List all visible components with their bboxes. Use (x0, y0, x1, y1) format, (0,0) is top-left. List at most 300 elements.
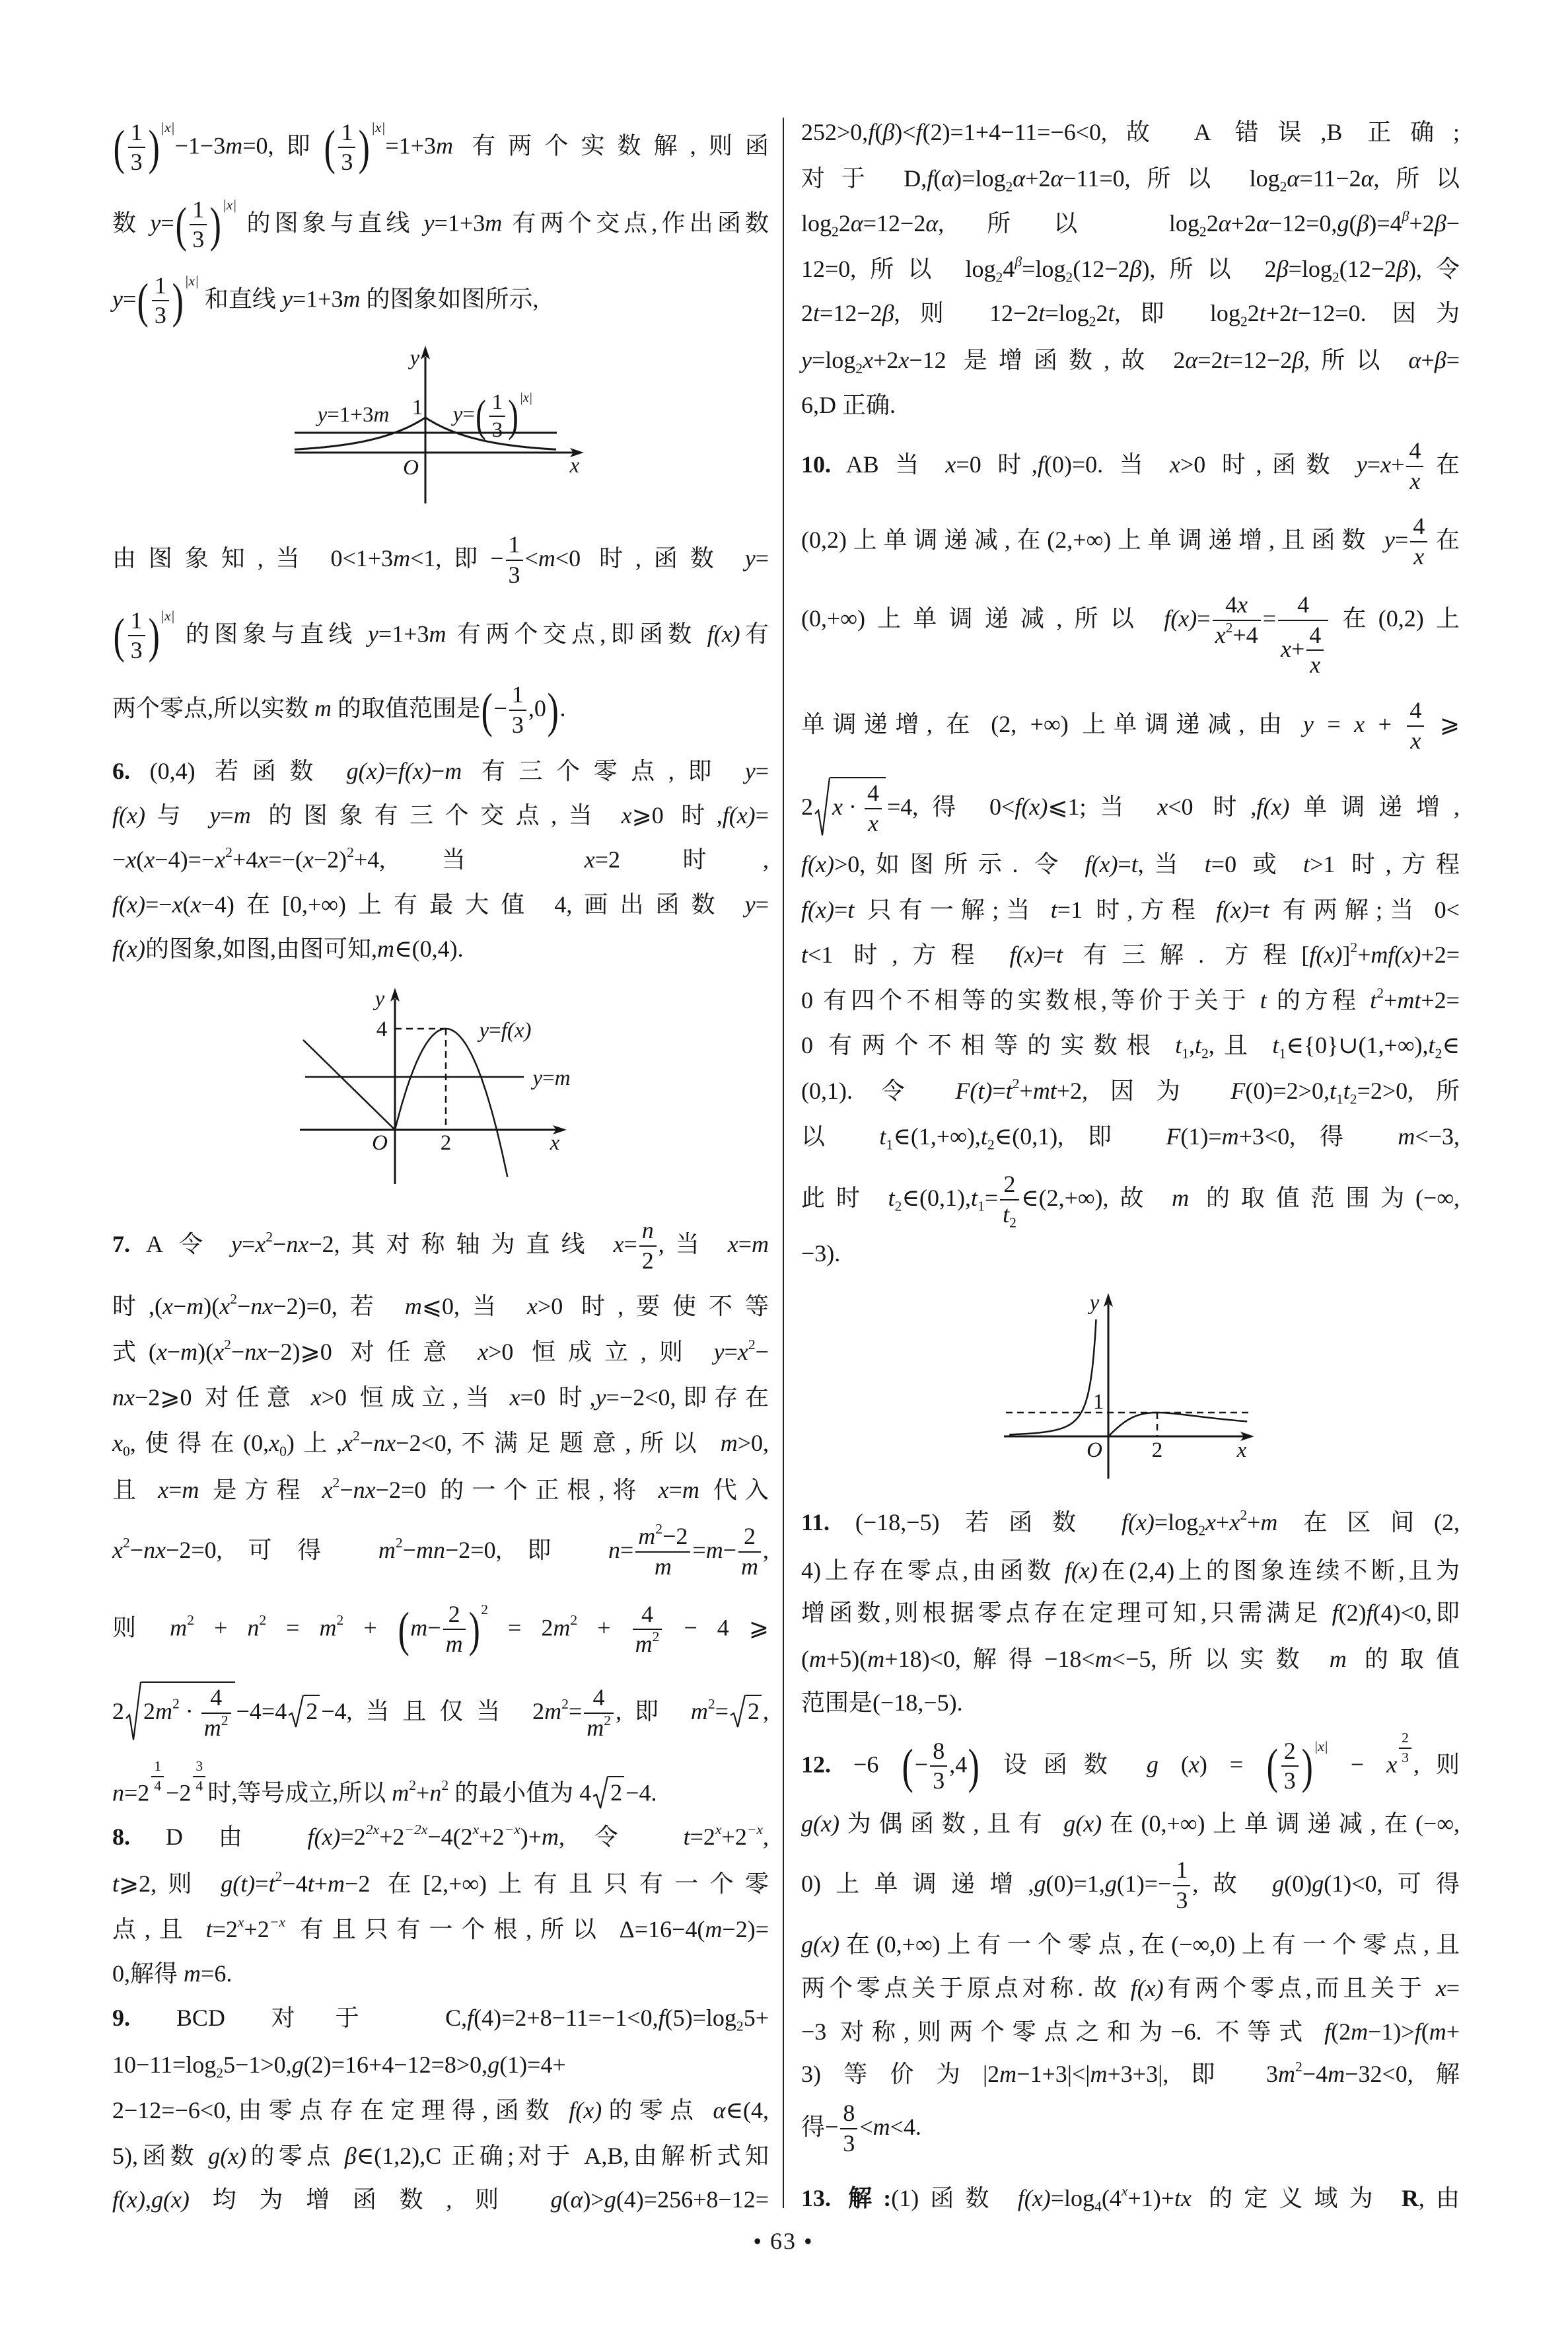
text-run: −4(2 (427, 1824, 473, 1850)
text-run: 的图象如图所示, (360, 285, 539, 313)
text-run: 点,且 (112, 1916, 206, 1942)
math-variable: t (307, 1870, 314, 1897)
math-variable: x (1157, 793, 1168, 820)
fraction-denominator (1406, 467, 1423, 495)
text-run: = (755, 891, 769, 918)
text-run: ( (1349, 210, 1357, 237)
fraction (193, 1759, 205, 1794)
math-variable: x (1386, 1751, 1398, 1778)
math-variable: m (638, 1523, 656, 1550)
text-run: =2>0,所 (1357, 1078, 1460, 1104)
math-variable: y (231, 1231, 242, 1257)
text-run: 的零点 (602, 2097, 713, 2123)
bold-label: 12. (801, 1751, 831, 1778)
text-line (801, 2015, 1460, 2048)
math-variable: g (487, 2051, 500, 2078)
superscript: 2 (221, 1712, 229, 1728)
math-variable: tx (1174, 2185, 1192, 2211)
math-variable: β (1434, 210, 1446, 237)
math-variable: m (392, 1779, 410, 1806)
text-line (801, 116, 1460, 149)
math-variable: g (1312, 1870, 1324, 1897)
math-variable: m (690, 1698, 708, 1724)
math-variable: α (1218, 210, 1231, 237)
fraction (489, 390, 506, 443)
text-line (801, 2182, 1460, 2215)
text-run: =1 时,方程 (1057, 897, 1217, 923)
superscript (149, 1758, 166, 1794)
math-variable: m (378, 1537, 396, 1563)
column-divider (783, 118, 784, 2208)
text-line (112, 1217, 769, 1274)
math-variable: f(x) (1015, 793, 1048, 820)
text-run: − (1328, 1751, 1387, 1778)
fraction-denominator (338, 148, 355, 176)
text-run: 2 (748, 1698, 760, 1724)
math-variable: f(x) (801, 851, 834, 877)
math-variable: α (713, 2097, 726, 2123)
fraction-numerator (152, 273, 169, 302)
figure1-y-axis-label: y (410, 346, 420, 370)
text-run: 8 (933, 1737, 945, 1764)
text-run: 时,( (112, 1293, 162, 1319)
fraction-numerator (738, 1524, 761, 1553)
math-variable: x (112, 1537, 123, 1563)
math-variable: m (182, 1477, 199, 1503)
text-line (801, 513, 1460, 570)
math-variable: t (1050, 897, 1057, 923)
text-line (112, 799, 769, 832)
math-variable: F (1166, 1123, 1181, 1150)
subscript: 2 (1279, 178, 1287, 195)
text-run: )=log (954, 165, 1006, 192)
text-run: =−2<0,即存在 (606, 1384, 769, 1411)
text-run: ,由 (1418, 2185, 1460, 2211)
superscript: 2 (481, 1602, 488, 1617)
math-variable: t (1428, 1032, 1435, 1058)
fraction-denominator (930, 1767, 947, 1794)
superscript: 2 (604, 1712, 612, 1728)
text-run: + (1446, 2018, 1460, 2045)
text-run: =2 (212, 1916, 238, 1942)
figure3-tick-2: 2 (1151, 1438, 1163, 1462)
text-run: = (1394, 527, 1409, 553)
text-line (112, 1867, 769, 1900)
figure1-x-axis-label: x (569, 454, 580, 478)
text-run: >1 时,方程 (1310, 851, 1460, 877)
text-run: − (1446, 210, 1460, 237)
superscript: 2 (336, 1612, 344, 1629)
text-run: ∈(2,+∞),故 (1020, 1185, 1172, 1211)
text-run: = (620, 1537, 634, 1563)
square-root (592, 1776, 624, 1809)
math-variable: f(x) (1064, 1557, 1098, 1584)
text-run: ,4 (949, 1751, 968, 1778)
text-run: ⩽1;当 (1048, 793, 1158, 820)
text-run: =2 (124, 1779, 150, 1806)
text-run: 2 (448, 1600, 460, 1627)
figure3-y-axis-label: y (1089, 1291, 1100, 1315)
text-run: + (577, 1614, 631, 1641)
text-run: 2 (112, 1698, 124, 1724)
superscript: 2 (230, 1290, 238, 1307)
text-run: −12=0, (1268, 210, 1337, 237)
superscript: 2 (441, 1777, 449, 1794)
fraction (1407, 698, 1424, 754)
math-variable: t (1260, 987, 1267, 1014)
math-variable: x (1205, 1509, 1217, 1535)
text-run: 得− (801, 2114, 839, 2140)
fraction-numerator (639, 1218, 657, 1247)
fraction-denominator (1281, 1767, 1299, 1794)
math-variable: x (215, 846, 226, 873)
superscript: |x| (519, 390, 533, 405)
text-run: −4,当且仅当 2 (321, 1698, 545, 1724)
text-run: 3 (511, 711, 524, 738)
text-line (112, 2048, 769, 2081)
text-line (801, 344, 1460, 377)
text-line (801, 1807, 1460, 1840)
text-run: 式( (112, 1339, 157, 1365)
math-variable: y (532, 1066, 543, 1090)
text-run: 在(0,+∞)上单调递减,在(−∞, (1102, 1810, 1460, 1837)
text-run: (0) (1284, 1870, 1312, 1897)
superscript: |x| (160, 120, 175, 135)
math-variable: y (744, 545, 756, 572)
math-variable: α (1287, 165, 1300, 192)
superscript: |x| (160, 608, 175, 624)
text-run: =log (1050, 2185, 1095, 2211)
math-variable: x (156, 1339, 167, 1365)
text-run: 0 有四个不相等的实数根,等价于关于 (801, 987, 1260, 1014)
math-variable: x (584, 846, 595, 873)
fraction (1281, 1738, 1299, 1794)
text-run: −2 在[2,+∞)上有且只有一个零 (345, 1870, 769, 1897)
text-run: (0)=1, (1046, 1870, 1105, 1897)
text-run: 有且只有一个根,所以 Δ=16−4( (285, 1916, 705, 1942)
text-run: + (1365, 711, 1406, 737)
math-variable: β (1357, 210, 1369, 237)
text-run: =1+3 (385, 132, 436, 159)
math-variable: m (752, 1231, 769, 1257)
radical-sign-icon (592, 1776, 608, 1809)
text-run: =2 (1197, 347, 1223, 373)
text-run: =12−2 (1229, 347, 1293, 373)
text-run: − (359, 1430, 374, 1456)
text-run: 252>0, (801, 119, 869, 145)
text-run: 4 (1409, 437, 1421, 464)
fraction-denominator (489, 417, 506, 442)
math-variable: m (553, 1614, 571, 1641)
fraction-numerator (1406, 438, 1423, 467)
fraction (128, 608, 145, 664)
text-run: − (273, 1231, 287, 1257)
text-run: 4 (867, 780, 879, 807)
fraction-numerator (338, 120, 355, 149)
fraction (930, 1738, 947, 1794)
text-run: − (339, 1477, 353, 1503)
fraction-denominator (1000, 1200, 1019, 1231)
bold-label: 13. 解: (801, 2185, 892, 2211)
text-run: 单调递增, (1289, 793, 1460, 820)
text-run: ,令 (559, 1824, 684, 1850)
text-line (112, 2139, 769, 2172)
subscript: 2 (1332, 269, 1339, 285)
figure3-tick-1: 1 (1092, 1390, 1104, 1414)
text-run: 2−12=−6<0,由零点存在定理得,函数 (112, 2097, 569, 2123)
math-variable: α (850, 210, 863, 237)
superscript: x (472, 1821, 480, 1837)
text-run: − (166, 1339, 181, 1365)
text-run: = (255, 1870, 269, 1897)
text-run: 有三解. 方程[ (1062, 941, 1310, 968)
text-run: , (145, 2186, 151, 2213)
text-run: = (160, 209, 174, 237)
fraction-denominator (1213, 621, 1261, 649)
text-run: 对于 D, (801, 165, 927, 192)
math-variable: β (344, 2143, 357, 2169)
math-variable: f (658, 2005, 665, 2031)
text-run: =2 (340, 1824, 366, 1850)
math-variable: F(t) (955, 1078, 993, 1104)
text-run: = (122, 285, 137, 313)
text-line (801, 297, 1460, 330)
math-variable: m (554, 1066, 571, 1090)
math-variable: g (291, 2051, 304, 2078)
math-variable: x (526, 1293, 538, 1319)
text-run: + (1421, 347, 1435, 373)
figure2-tick-4: 4 (376, 1017, 388, 1041)
text-run: 在(0,+∞)上有一个零点,在(−∞,0)上有一个零点,且 (839, 1931, 1460, 1958)
text-run: +2= (1421, 941, 1460, 968)
text-run: 4 (592, 1684, 605, 1711)
text-run: =− (145, 891, 172, 918)
math-variable: m (404, 1293, 422, 1319)
math-variable: x (1409, 467, 1421, 494)
math-variable: x (322, 1477, 333, 1503)
text-run: , (763, 1824, 769, 1850)
text-run: (−18,−5) 若函数 (830, 1509, 1122, 1535)
math-variable: g (1104, 1870, 1117, 1897)
fraction-numerator (1306, 622, 1324, 651)
text-run: >0, (737, 1430, 769, 1456)
math-variable: f (868, 119, 875, 145)
math-variable: m (343, 285, 361, 313)
text-run: 数 (112, 209, 151, 237)
text-run: <−5,所以实数 (1112, 1646, 1330, 1672)
text-run: ),所以 2 (1141, 256, 1277, 282)
text-run: 2 (1247, 300, 1260, 326)
math-variable: x (658, 1477, 669, 1503)
figure2-line-label (532, 1065, 570, 1091)
math-variable: x (737, 1339, 748, 1365)
math-variable: x (832, 793, 843, 820)
subscript: 1 (886, 1136, 894, 1153)
math-variable: t (112, 1870, 120, 1897)
math-variable: m (184, 1960, 201, 1987)
math-variable: m (393, 545, 411, 572)
math-variable: f(x) (501, 1019, 532, 1043)
superscript: x (715, 1821, 722, 1837)
text-run: +2 (721, 1824, 747, 1850)
text-run: 有两解;当 0< (1269, 897, 1460, 923)
math-variable: nx (250, 1293, 273, 1319)
text-run: ( (1158, 1751, 1189, 1778)
superscript: 2 (266, 1228, 273, 1245)
text-run: 只有一解;当 (854, 897, 1051, 923)
math-variable: x (945, 451, 956, 478)
math-variable: t (971, 1185, 978, 1211)
text-run: ∈(1,2),C 正确;对于 A,B,由解析式知 (356, 2143, 769, 2169)
math-variable: f(x) (1216, 897, 1250, 923)
math-variable: α (570, 2186, 583, 2213)
text-run: =−( (268, 846, 303, 873)
superscript: 2 (707, 1695, 715, 1712)
text-run: +3<0,得 (1238, 1123, 1398, 1150)
subscript: 2 (1349, 1091, 1357, 1107)
math-variable: x (172, 891, 183, 918)
math-variable: f(x) (398, 758, 431, 784)
large-parenthesis: ) (209, 198, 222, 252)
text-run: (2)=1+4−11=−6<0,故 A 错误,B 正确; (922, 119, 1460, 145)
math-variable: β (882, 300, 894, 326)
text-run: +2 (479, 1824, 505, 1850)
text-run: 2 (1283, 1737, 1296, 1764)
math-variable: y (1356, 451, 1367, 478)
figure1-line-label (318, 402, 390, 428)
superscript: 2 (122, 1534, 130, 1551)
math-variable: n (641, 1217, 654, 1244)
fraction-numerator (1278, 592, 1328, 621)
text-run: 4 (196, 1778, 203, 1794)
subscript: 2 (736, 2018, 744, 2034)
math-variable: t (1259, 300, 1266, 326)
text-run: =12−2 (863, 210, 926, 237)
text-run: )( (203, 1293, 220, 1319)
text-run: >0 时,函数 (1180, 451, 1357, 478)
curve-right-branch (1108, 1413, 1247, 1436)
text-run: 4 (1413, 513, 1425, 540)
fraction (738, 1524, 761, 1580)
text-line (801, 1686, 1460, 1719)
subscript: 1 (1279, 1045, 1287, 1062)
text-run: =log (1288, 256, 1332, 282)
text-run: = (624, 1231, 637, 1257)
text-run: − (237, 1293, 251, 1319)
text-line (112, 531, 769, 588)
math-variable: f(x) (569, 2097, 602, 2123)
superscript: 2 (395, 1534, 403, 1551)
fraction-numerator (509, 682, 526, 711)
text-run: −3 对称,则两个零点之和为−6. 不等式 (801, 2018, 1325, 2045)
math-variable: m (314, 695, 332, 721)
text-line (112, 2094, 769, 2127)
text-run: ( (182, 891, 191, 918)
fraction-denominator (190, 225, 207, 253)
text-run: 与 (145, 802, 210, 829)
text-line (112, 607, 769, 664)
subscript: 2 (1009, 1214, 1016, 1231)
math-variable: m (720, 1430, 738, 1456)
text-line (801, 1506, 1460, 1539)
math-variable: x (727, 1231, 738, 1257)
math-variable: f (927, 165, 934, 192)
text-run: 8 (843, 2100, 855, 2127)
math-variable: f (915, 119, 923, 145)
text-run: 3)等价为|2 (801, 2061, 1000, 2087)
text-run: 1 (154, 1758, 162, 1775)
math-variable: m (436, 132, 453, 159)
text-line (801, 388, 1460, 422)
text-run: 2 (801, 793, 813, 820)
subscript: 2 (216, 2065, 224, 2081)
math-variable: g(t) (221, 1870, 256, 1897)
radicand (608, 1776, 624, 1806)
math-variable: f(x) (112, 891, 145, 918)
math-variable: f(x) (1017, 2185, 1051, 2211)
subscript: 2 (987, 1136, 995, 1153)
text-run: − (231, 1339, 245, 1365)
text-run: ,则 (1413, 1751, 1460, 1778)
text-run: − (402, 1537, 416, 1563)
text-line (112, 755, 769, 788)
text-run: 4)上存在零点,由函数 (801, 1557, 1065, 1584)
large-parenthesis: ( (113, 120, 125, 175)
text-run: 0,解得 (112, 1960, 184, 1987)
fraction-denominator (1399, 1749, 1411, 1766)
text-run: (0)=2>0, (1245, 1078, 1330, 1104)
math-variable: f (467, 2005, 474, 2031)
math-variable: f(x) (1009, 941, 1043, 968)
text-run: < (859, 2114, 873, 2140)
math-variable: x (219, 1293, 231, 1319)
math-variable: α (1013, 165, 1026, 192)
text-run: 的图象,如图,由图可知, (145, 936, 377, 962)
text-run: =1+3 (378, 620, 429, 647)
text-run: = (1197, 605, 1211, 632)
text-run: )( (197, 1339, 214, 1365)
text-run: 2 (306, 1698, 318, 1724)
math-variable: nx (353, 1477, 376, 1503)
text-run: 此时 (801, 1185, 888, 1211)
math-variable: f (1037, 451, 1044, 478)
fraction (584, 1685, 614, 1741)
fraction (639, 1218, 657, 1274)
text-run: 两个零点,所以实数 (112, 695, 315, 721)
math-variable: F (1230, 1078, 1246, 1104)
math-variable: y (367, 620, 378, 647)
text-run: = (992, 1078, 1006, 1104)
text-run: < (524, 545, 538, 572)
fraction (1278, 592, 1328, 679)
text-run: −2 (662, 1523, 688, 1550)
math-variable: m (1278, 2061, 1296, 2087)
text-run: +2= (1421, 987, 1460, 1014)
text-run: , (763, 1537, 769, 1563)
text-run: (0,+∞)上单调递减,所以 (801, 605, 1164, 632)
text-run: =1+3 (327, 403, 374, 427)
text-run: 时,等号成立,所以 (207, 1779, 392, 1806)
math-variable: nx (373, 1430, 396, 1456)
radicand (830, 777, 886, 836)
math-variable: m (155, 1698, 172, 1724)
math-variable: m (410, 1614, 428, 1641)
curve-left-branch (1009, 1319, 1096, 1434)
superscript: β (1015, 253, 1022, 270)
math-variable: y (423, 209, 435, 237)
text-run: +2 (1230, 210, 1256, 237)
math-variable: t (1005, 1078, 1013, 1104)
